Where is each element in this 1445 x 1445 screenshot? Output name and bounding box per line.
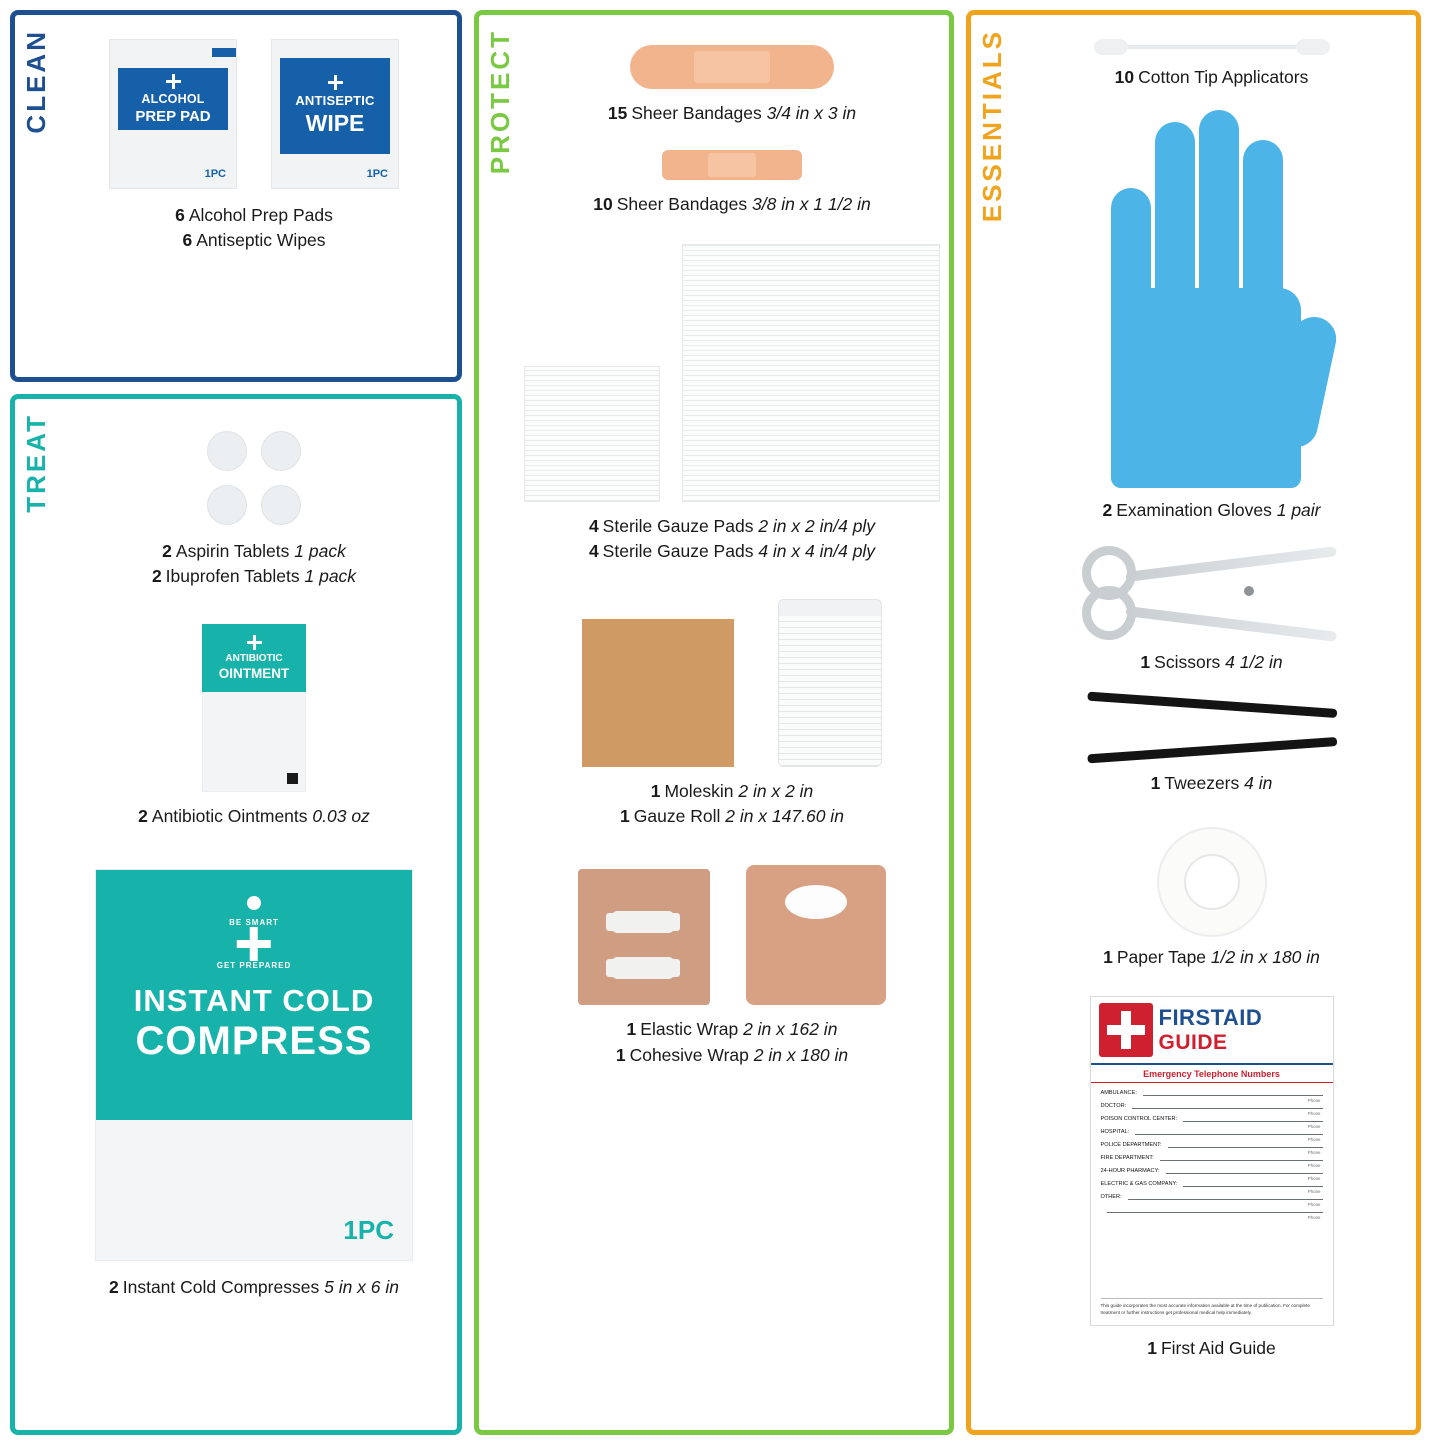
guide-row (1091, 1161, 1333, 1181)
wrap-clip-icon (612, 957, 674, 979)
cohesive-wrap (746, 865, 886, 1005)
item-name: Cohesive Wrap (629, 1044, 749, 1065)
list-item (138, 804, 370, 829)
instant-cold-compress-image (95, 869, 413, 1261)
panel-protect-label-wrap (485, 29, 525, 329)
guide-row-line (1168, 1136, 1323, 1155)
seal-icon (287, 773, 298, 784)
list-item (109, 1275, 399, 1300)
compress-pc: 1PC (343, 1215, 394, 1246)
alcohol-pad-title-2: PREP PAD (135, 107, 211, 125)
list-item (589, 539, 875, 564)
compress-bottom (96, 1120, 412, 1260)
gauze-caption (589, 514, 875, 565)
guide-phone-label: Phone (1307, 1123, 1321, 1129)
panel-clean-label: CLEAN (21, 29, 51, 134)
right-column (966, 10, 1421, 1435)
medical-cross-icon (1099, 1003, 1153, 1057)
guide-row-label: OTHER: (1100, 1193, 1122, 1200)
moleskin-caption (620, 779, 844, 830)
brand-bottom-text: GET PREPARED (216, 961, 292, 971)
medical-cross-icon (237, 927, 271, 961)
middle-column (474, 10, 954, 1435)
list-item (175, 203, 333, 228)
item-name: Alcohol Prep Pads (188, 205, 333, 225)
guide-caption (1147, 1336, 1276, 1361)
first-aid-guide-image (1090, 996, 1334, 1326)
guide-phone-label: Phone (1307, 1136, 1321, 1142)
gauze-pads-image (524, 244, 940, 502)
guide-row (1091, 1200, 1333, 1220)
sachet-tab-icon (212, 48, 236, 57)
guide-row-line (1135, 1123, 1322, 1142)
item-name: Cotton Tip Applicators (1138, 67, 1309, 87)
panel-essentials (966, 10, 1421, 1435)
item-size: 4 1/2 in (1225, 651, 1283, 672)
medical-cross-icon (166, 74, 181, 89)
tablet-icon (207, 431, 247, 471)
item-name: Instant Cold Compresses (122, 1277, 320, 1298)
tablets-image (207, 431, 301, 525)
tape-core (1184, 854, 1240, 910)
panel-clean (10, 10, 462, 382)
item-qty: 1 (615, 1044, 626, 1065)
guide-phone-label: Phone (1307, 1110, 1321, 1116)
guide-title-2: GUIDE (1158, 1030, 1228, 1054)
panel-treat-content (15, 399, 457, 1430)
bandage-large-caption (608, 101, 856, 126)
gauze-pad-large (682, 244, 940, 502)
ointment-title-1: ANTIBIOTIC (225, 652, 283, 664)
compress-top (96, 870, 412, 1120)
item-size: 2 in x 147.60 in (725, 805, 844, 826)
alcohol-prep-pad-image (109, 39, 237, 189)
tablets-caption (152, 539, 356, 590)
guide-header (1091, 997, 1333, 1065)
clean-artwork (109, 39, 399, 189)
antiseptic-wipe-band (280, 58, 390, 154)
tablet-icon (261, 485, 301, 525)
scissors-image (1082, 546, 1342, 642)
guide-title-1: FIRSTAID (1158, 1004, 1263, 1030)
bandage-pad (708, 153, 756, 177)
gloves-caption (1102, 498, 1320, 523)
item-qty: 2 (138, 805, 148, 826)
guide-row (1091, 1135, 1333, 1155)
guide-phone-label: Phone (1307, 1201, 1321, 1207)
item-qty: 4 (588, 541, 599, 562)
item-name: Antiseptic Wipes (196, 230, 326, 251)
list-item (1147, 1336, 1276, 1361)
tweezers-detail (1127, 739, 1134, 746)
guide-phone-label: Phone (1307, 1149, 1321, 1155)
guide-row-label: POLICE DEPARTMENT: (1100, 1141, 1162, 1148)
item-qty: 1 (1147, 1337, 1157, 1358)
alcohol-pad-band (118, 68, 228, 130)
moleskin-gauzeroll-image (582, 599, 882, 767)
item-size: 1 pack (304, 566, 357, 587)
clean-caption (175, 203, 333, 254)
moleskin-patch (582, 619, 734, 767)
guide-footer-text: This guide incorporates the most accurate information available at the time of publication. For complete treatment or further instructions get professional medical help immediately. (1101, 1298, 1323, 1317)
gauze-roll (778, 599, 882, 767)
antiseptic-wipe-title-1: ANTISEPTIC (295, 93, 375, 108)
guide-row-label: POISON CONTROL CENTER: (1100, 1115, 1178, 1122)
item-qty: 1 (1150, 773, 1161, 794)
guide-row-label: DOCTOR: (1100, 1102, 1127, 1109)
bandage-small-caption (593, 192, 870, 217)
item-qty: 15 (607, 103, 628, 123)
guide-phone-label: Phone (1307, 1188, 1321, 1194)
guide-subtitle: Emergency Telephone Numbers (1091, 1065, 1333, 1083)
list-item (1102, 498, 1320, 523)
item-size: 3/4 in x 3 in (766, 103, 857, 123)
item-name: Gauze Roll (633, 805, 721, 826)
guide-row (1091, 1148, 1333, 1168)
tablet-icon (261, 431, 301, 471)
swab-tip-left (1094, 39, 1128, 55)
guide-row-label: HOSPITAL: (1100, 1128, 1130, 1135)
wraps-caption (616, 1017, 848, 1068)
item-size: 2 in x 2 in (738, 780, 814, 801)
antiseptic-wipe-title-2: WIPE (305, 110, 365, 136)
item-size: 0.03 oz (312, 805, 370, 826)
guide-row-line (1107, 1201, 1323, 1220)
list-item (152, 564, 356, 589)
gauze-pad-small (524, 366, 660, 502)
guide-row (1091, 1187, 1333, 1207)
item-qty: 2 (162, 541, 172, 561)
scissors-caption (1140, 650, 1282, 675)
tweezers-arm (1087, 692, 1337, 718)
item-name: Moleskin (664, 780, 734, 801)
examination-glove-image (1097, 98, 1327, 488)
item-size: 5 in x 6 in (324, 1277, 399, 1298)
antiseptic-wipe-image (271, 39, 399, 189)
guide-row-line (1183, 1110, 1322, 1129)
item-name: Scissors (1154, 651, 1221, 672)
item-qty: 10 (1114, 67, 1135, 87)
compress-title-2: COMPRESS (135, 1018, 373, 1063)
guide-row-line (1166, 1162, 1323, 1181)
item-name: Sterile Gauze Pads (602, 515, 754, 536)
tweezers-caption (1151, 771, 1273, 796)
ointment-body (202, 692, 306, 792)
antibiotic-ointment-image (202, 624, 306, 792)
item-qty: 1 (1140, 651, 1151, 672)
guide-row (1091, 1174, 1333, 1194)
item-size: 4 in (1244, 773, 1273, 794)
list-item (589, 514, 875, 539)
antiseptic-wipe-pc: 1PC (366, 168, 388, 180)
item-qty: 1 (1103, 946, 1113, 967)
swab-tip-right (1296, 39, 1330, 55)
list-item (608, 101, 856, 126)
panel-protect (474, 10, 954, 1435)
list-item (1115, 65, 1309, 90)
item-name: Sheer Bandages (616, 194, 748, 215)
item-name: Antibiotic Ointments (151, 805, 308, 826)
panel-essentials-label-wrap (977, 29, 1017, 329)
item-qty: 1 (650, 780, 661, 801)
guide-phone-label: Phone (1307, 1097, 1321, 1103)
item-size: 1/2 in x 180 in (1210, 946, 1320, 967)
guide-row (1091, 1109, 1333, 1129)
list-item (175, 228, 333, 253)
tweezers-detail (1149, 712, 1156, 719)
guide-row-line (1132, 1097, 1322, 1116)
panel-clean-label-wrap (21, 29, 61, 329)
guide-row-line (1143, 1087, 1323, 1103)
item-name: Paper Tape (1116, 946, 1207, 967)
guide-row-label: FIRE DEPARTMENT: (1100, 1154, 1154, 1161)
item-size: 2 in x 180 in (753, 1044, 849, 1065)
item-name: Sterile Gauze Pads (602, 541, 754, 562)
guide-row-line (1160, 1149, 1323, 1168)
item-size: 2 in x 162 in (743, 1019, 838, 1040)
wrap-core-hole (785, 885, 847, 919)
ointment-caption (138, 804, 370, 829)
panel-treat-label-wrap (21, 413, 61, 713)
ointment-title-2: OINTMENT (218, 665, 290, 681)
list-item (1140, 650, 1282, 675)
sheer-bandage-large-image (630, 45, 834, 89)
brand-logo (217, 918, 292, 970)
item-qty: 6 (182, 230, 193, 251)
item-qty: 6 (175, 205, 185, 225)
item-name: Examination Gloves (1116, 500, 1272, 521)
item-qty: 2 (1102, 500, 1113, 521)
swab-caption (1115, 65, 1309, 90)
item-qty: 2 (109, 1277, 119, 1298)
panel-protect-label: PROTECT (485, 29, 515, 175)
list-item (616, 1017, 848, 1042)
alcohol-pad-title-1: ALCOHOL (141, 91, 205, 106)
swab-stick (1116, 45, 1308, 49)
guide-row-line (1183, 1175, 1322, 1194)
list-item (152, 539, 356, 564)
item-name: Sheer Bandages (631, 103, 762, 123)
item-size: 3/8 in x 1 1/2 in (752, 194, 871, 215)
list-item (620, 804, 844, 829)
panel-protect-content (479, 15, 949, 1430)
compress-caption (109, 1275, 399, 1300)
scissors-pivot (1244, 586, 1254, 596)
item-name: Ibuprofen Tablets (165, 566, 300, 587)
item-qty: 1 (620, 805, 630, 826)
guide-row-line (1128, 1188, 1323, 1207)
guide-row-label: AMBULANCE: (1100, 1089, 1137, 1096)
item-size: 1 pack (294, 541, 346, 561)
list-item (1151, 771, 1273, 796)
panel-treat-label: TREAT (21, 413, 51, 513)
alcohol-pad-pc: 1PC (204, 168, 226, 180)
glove-finger (1199, 110, 1239, 318)
tablet-icon (207, 485, 247, 525)
medical-cross-icon (247, 635, 262, 650)
item-size: 2 in x 2 in/4 ply (758, 515, 876, 536)
item-qty: 2 (151, 566, 162, 587)
guide-row (1091, 1083, 1333, 1103)
wraps-image (578, 865, 886, 1005)
ointment-label (202, 624, 306, 692)
panel-essentials-label: ESSENTIALS (977, 29, 1007, 223)
list-item (620, 779, 844, 804)
scissors-blade (1125, 546, 1337, 582)
cotton-tip-applicator-image (1094, 39, 1330, 55)
tape-caption (1103, 945, 1320, 970)
hang-hole-icon (247, 896, 261, 910)
list-item (1103, 945, 1320, 970)
item-qty: 1 (626, 1019, 637, 1040)
item-qty: 4 (588, 515, 599, 536)
item-name: Elastic Wrap (640, 1019, 739, 1040)
item-qty: 10 (593, 194, 613, 215)
list-item (616, 1043, 848, 1068)
left-column (10, 10, 462, 1435)
guide-phone-label: Phone (1307, 1214, 1321, 1220)
panel-essentials-content (971, 15, 1416, 1430)
item-name: First Aid Guide (1160, 1337, 1276, 1358)
medical-cross-icon (328, 75, 343, 90)
glove-palm (1111, 288, 1301, 488)
tweezers-detail (1149, 737, 1156, 744)
guide-row-label: 24-HOUR PHARMACY: (1100, 1167, 1160, 1174)
guide-row-label: ELECTRIC & GAS COMPANY: (1100, 1180, 1178, 1187)
item-name: Tweezers (1164, 773, 1240, 794)
guide-phone-label: Phone (1307, 1175, 1321, 1181)
wrap-clip-icon (612, 911, 674, 933)
brand-top-text: BE SMART (229, 918, 279, 928)
compress-title-1: INSTANT COLD (133, 982, 375, 1018)
item-size: 1 pair (1276, 500, 1321, 521)
paper-tape-image (1157, 827, 1267, 937)
panel-treat (10, 394, 462, 1435)
tweezers-image (1087, 701, 1337, 763)
tweezers-detail (1127, 710, 1134, 717)
scissors-blade (1125, 606, 1337, 642)
item-size: 4 in x 4 in/4 ply (758, 541, 876, 562)
list-item (593, 192, 870, 217)
guide-row (1091, 1122, 1333, 1142)
guide-phone-label: Phone (1307, 1162, 1321, 1168)
tweezers-arm (1087, 737, 1337, 763)
sheer-bandage-small-image (662, 150, 802, 180)
item-name: Aspirin Tablets (175, 541, 290, 561)
elastic-wrap (578, 869, 710, 1005)
guide-row (1091, 1096, 1333, 1116)
bandage-pad (694, 51, 770, 83)
panel-clean-content (15, 15, 457, 377)
